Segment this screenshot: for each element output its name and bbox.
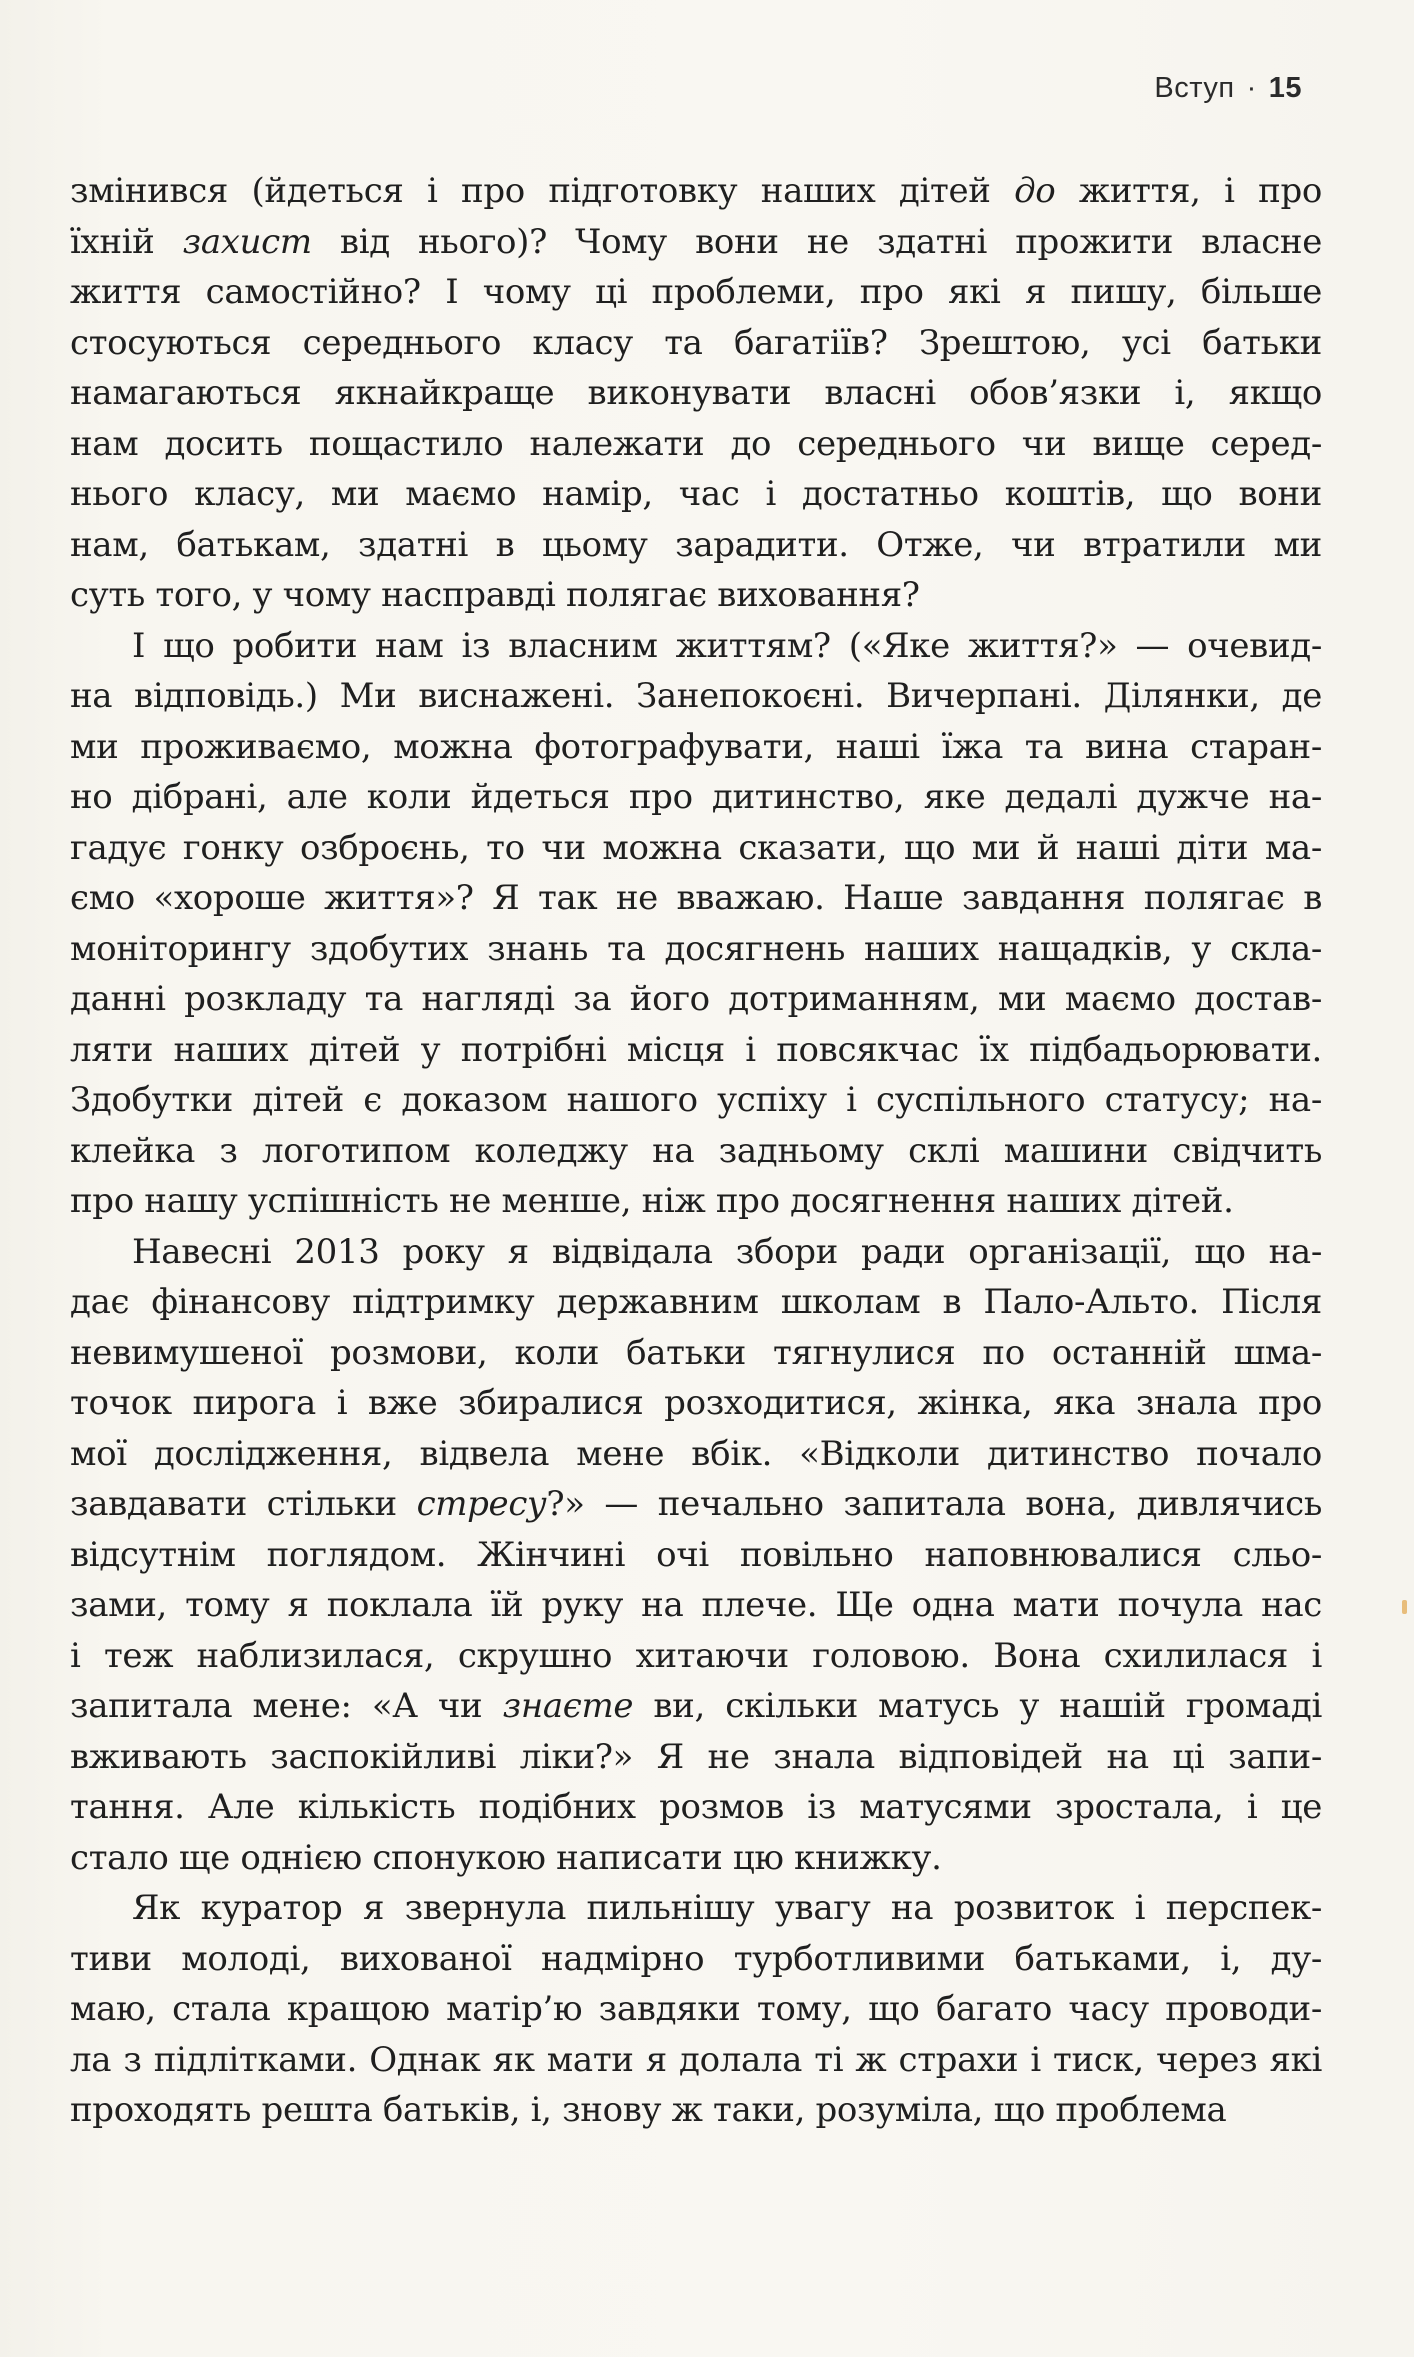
text-run: Здобутки дітей є доказом нашого успіху і суспільного статусу; на-	[70, 1080, 1322, 1120]
text-line	[70, 823, 1322, 874]
text-line	[70, 1429, 1322, 1480]
text-line	[70, 1025, 1322, 1076]
text-run: нього класу, ми маємо намір, час і достатньо коштів, що вони	[70, 474, 1322, 514]
text-run: життя, і про	[1055, 171, 1322, 211]
text-line	[70, 1328, 1322, 1379]
text-run: нам досить пощастило належати до середнього чи вище серед-	[70, 423, 1322, 464]
text-run: Як куратор я звернула пильнішу увагу на розвиток і перспек-	[132, 1888, 1322, 1928]
text-line	[70, 722, 1322, 773]
emphasis: стресу	[416, 1484, 547, 1524]
text-run: гадує гонку озброєнь, то чи можна сказати, що ми й наші діти ма-	[70, 827, 1322, 868]
text-line	[70, 166, 1322, 217]
running-head	[1154, 72, 1302, 105]
text-line	[70, 1277, 1322, 1328]
text-run: стосуються середнього класу та багатіїв? Зрештою, усі батьки	[70, 322, 1322, 363]
paragraph	[70, 621, 1322, 1227]
text-run: ми проживаємо, можна фотографувати, наші їжа та вина старан-	[70, 726, 1322, 767]
text-line	[70, 318, 1322, 369]
text-line	[70, 974, 1322, 1025]
text-run: точок пирога і вже збиралися розходитися, жінка, яка знала про	[70, 1383, 1322, 1423]
text-run: проходять решта батьків, і, знову ж таки, розуміла, що проблема	[70, 2090, 1227, 2130]
text-line	[70, 772, 1322, 823]
text-line	[70, 1227, 1322, 1278]
text-run: дає фінансову підтримку державним школам в Пало-Альто. Після	[70, 1282, 1322, 1322]
text-run: клейка з логотипом коледжу на задньому склі машини свідчить	[70, 1130, 1322, 1171]
body-text	[70, 166, 1322, 2136]
text-run: відсутнім поглядом. Жінчині очі повільно наповнювалися сльо-	[70, 1534, 1322, 1575]
text-line	[70, 469, 1322, 520]
text-line	[70, 1479, 1322, 1530]
text-run: ла з підлітками. Однак як мати я долала ті ж страхи і тиск, через які	[70, 2039, 1322, 2080]
text-line	[70, 1782, 1322, 1833]
text-run: ємо «хороше життя»? Я так не вважаю. Наше завдання полягає в	[70, 878, 1322, 918]
text-line	[70, 2085, 1322, 2136]
text-run: нам, батькам, здатні в цьому зарадити. Отже, чи втратили ми	[70, 524, 1322, 565]
text-run: ви, скільки матусь у нашій громаді	[633, 1686, 1322, 1726]
text-line	[70, 873, 1322, 924]
text-run: Навесні 2013 року я відвідала збори ради організації, що на-	[132, 1231, 1322, 1272]
text-line	[70, 1833, 1322, 1884]
text-line	[70, 368, 1322, 419]
page-number: 15	[1268, 72, 1302, 104]
text-run: вживають заспокійливі ліки?» Я не знала відповідей на ці запи-	[70, 1736, 1322, 1777]
text-run: невимушеної розмови, коли батьки тягнулися по останній шма-	[70, 1332, 1322, 1373]
section-title: Вступ	[1154, 72, 1235, 104]
text-run: від нього)? Чому вони не здатні прожити власне	[311, 221, 1323, 262]
text-line	[70, 570, 1322, 621]
emphasis: знаєте	[502, 1686, 634, 1726]
text-run: суть того, у чому насправді полягає виховання?	[70, 575, 920, 615]
paragraph	[70, 1883, 1322, 2136]
text-run: запитала мене: «А чи	[70, 1686, 503, 1726]
text-run: їхній	[70, 221, 183, 262]
text-run: но дібрані, але коли йдеться про дитинство, яке дедалі дужче на-	[70, 777, 1322, 817]
text-run: І що робити нам із власним життям? («Яке життя?» — очевид-	[132, 625, 1322, 666]
text-line	[70, 924, 1322, 975]
text-run: завдавати стільки	[70, 1484, 417, 1524]
text-run: данні розкладу та нагляді за його дотриманням, ми маємо достав-	[70, 979, 1322, 1019]
text-run: ляти наших дітей у потрібні місця і повсякчас їх підбадьорювати.	[70, 1029, 1322, 1070]
text-line	[70, 671, 1322, 722]
text-run: про нашу успішність не менше, ніж про досягнення наших дітей.	[70, 1181, 1234, 1221]
text-line	[70, 267, 1322, 318]
text-run: стало ще однією спонукою написати цю книжку.	[70, 1837, 942, 1878]
paragraph	[70, 166, 1322, 621]
text-line	[70, 1176, 1322, 1227]
text-line	[70, 1126, 1322, 1177]
text-run: і теж наблизилася, скрушно хитаючи головою. Вона схилилася і	[70, 1635, 1322, 1676]
text-line	[70, 621, 1322, 672]
text-line	[70, 2035, 1322, 2086]
text-run: зами, тому я поклала їй руку на плече. Ще одна мати почула нас	[70, 1585, 1322, 1625]
text-line	[70, 1075, 1322, 1126]
text-line	[70, 419, 1322, 470]
text-run: моніторингу здобутих знань та досягнень наших нащадків, у скла-	[70, 928, 1322, 969]
emphasis: захист	[182, 221, 312, 262]
text-line	[70, 1934, 1322, 1985]
text-line	[70, 1883, 1322, 1934]
text-run: життя самостійно? І чому ці проблеми, про які я пишу, більше	[70, 272, 1322, 312]
text-line	[70, 1378, 1322, 1429]
emphasis: до	[1014, 171, 1056, 211]
text-run: на відповідь.) Ми виснажені. Занепокоєні. Вичерпані. Ділянки, де	[70, 676, 1322, 716]
text-run: змінився (йдеться і про підготовку наших дітей	[70, 171, 1015, 211]
text-run: тання. Але кількість подібних розмов із матусями зростала, і це	[70, 1787, 1322, 1827]
header-separator: ·	[1246, 72, 1257, 104]
text-line	[70, 520, 1322, 571]
text-line	[70, 217, 1322, 268]
text-line	[70, 1681, 1322, 1732]
paper-mark	[1402, 1600, 1407, 1614]
text-run: намагаються якнайкраще виконувати власні обов’язки і, якщо	[70, 373, 1322, 413]
text-run: тиви молоді, вихованої надмірно турботливими батьками, і, ду-	[70, 1938, 1322, 1979]
text-line	[70, 1984, 1322, 2035]
text-run: маю, стала кращою матір’ю завдяки тому, що багато часу проводи-	[70, 1989, 1322, 2029]
text-line	[70, 1631, 1322, 1682]
text-line	[70, 1732, 1322, 1783]
text-run: мої дослідження, відвела мене вбік. «Відколи дитинство почало	[70, 1433, 1322, 1474]
text-run: ?» — печально запитала вона, дивлячись	[546, 1484, 1322, 1524]
text-line	[70, 1580, 1322, 1631]
paragraph	[70, 1227, 1322, 1884]
text-line	[70, 1530, 1322, 1581]
